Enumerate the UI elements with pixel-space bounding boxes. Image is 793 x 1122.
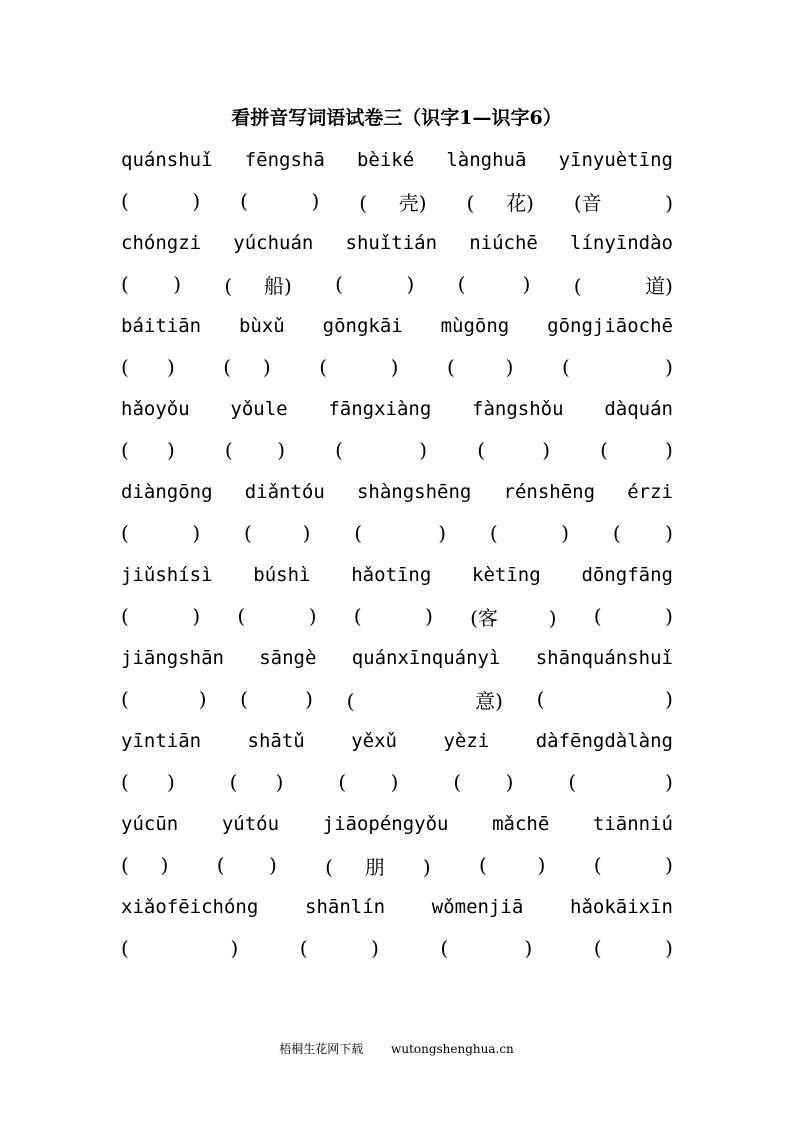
- pinyin-word: sāngè: [259, 647, 317, 669]
- pinyin-word: shàngshēng: [356, 481, 472, 503]
- answer-blank[interactable]: ( ): [536, 687, 673, 711]
- pinyin-word: jiāopéngyǒu: [322, 813, 449, 835]
- pinyin-word: mǎchē: [492, 813, 550, 835]
- answer-row: [121, 352, 673, 382]
- answer-blank[interactable]: ( ): [612, 521, 673, 545]
- answer-blank[interactable]: ( ): [477, 438, 551, 462]
- pinyin-word: yèzi: [443, 730, 490, 752]
- pinyin-word: érzi: [627, 481, 673, 503]
- pinyin-word: fēngshā: [244, 149, 325, 171]
- pinyin-word: fāngxiàng: [328, 398, 432, 420]
- pinyin-word: báitiān: [121, 315, 202, 337]
- answer-blank[interactable]: ( ): [299, 936, 379, 960]
- answer-row: [121, 684, 673, 714]
- pinyin-word: yúcūn: [121, 813, 179, 835]
- answer-blank[interactable]: (客 ): [470, 605, 557, 630]
- pinyin-word: wǒmenjiā: [431, 896, 524, 918]
- answer-blank[interactable]: ( ): [240, 189, 320, 213]
- pinyin-word: diàngōng: [121, 481, 213, 503]
- answer-blank[interactable]: ( ): [446, 355, 514, 379]
- answer-blank[interactable]: ( 意): [346, 688, 503, 713]
- pinyin-word: fàngshǒu: [472, 398, 564, 420]
- pinyin-word: yīntiān: [121, 730, 202, 752]
- pinyin-row: [121, 809, 673, 839]
- pinyin-row: [121, 228, 673, 258]
- answer-blank[interactable]: ( ): [338, 770, 399, 794]
- pinyin-row: [121, 726, 673, 756]
- answer-blank[interactable]: ( ): [353, 604, 433, 628]
- answer-blank[interactable]: ( ): [593, 604, 673, 628]
- answer-blank[interactable]: ( ): [229, 770, 284, 794]
- answer-blank[interactable]: ( ): [121, 853, 169, 877]
- pinyin-word: shānquánshuǐ: [535, 647, 673, 669]
- answer-row: [121, 850, 673, 880]
- answer-blank[interactable]: ( ): [335, 438, 428, 462]
- answer-row: [121, 269, 673, 299]
- pinyin-word: hǎotīng: [351, 564, 432, 586]
- answer-blank[interactable]: ( ): [457, 272, 531, 296]
- pinyin-word: mùgōng: [440, 315, 510, 337]
- pinyin-word: jiǔshísì: [121, 564, 213, 586]
- answer-blank[interactable]: ( ): [243, 521, 311, 545]
- pinyin-word: hǎoyǒu: [121, 398, 190, 420]
- answer-blank[interactable]: ( ): [600, 438, 673, 462]
- pinyin-word: shuǐtián: [345, 232, 438, 254]
- pinyin-row: [121, 643, 673, 673]
- answer-blank[interactable]: ( ): [489, 521, 570, 545]
- answer-blank[interactable]: ( ): [479, 853, 546, 877]
- answer-blank[interactable]: ( ): [568, 770, 673, 794]
- answer-blank[interactable]: ( ): [121, 936, 239, 960]
- answer-row: [121, 601, 673, 631]
- pinyin-word: bùxǔ: [238, 315, 285, 337]
- pinyin-word: yěxǔ: [351, 730, 397, 752]
- answer-blank[interactable]: ( ): [216, 853, 277, 877]
- pinyin-word: hǎokāixīn: [570, 896, 673, 918]
- answer-blank[interactable]: ( 朋 ): [325, 854, 431, 879]
- pinyin-word: lànghuā: [446, 149, 527, 171]
- answer-blank[interactable]: ( ): [593, 853, 673, 877]
- pinyin-word: dōngfāng: [581, 564, 673, 586]
- pinyin-word: yúchuán: [233, 232, 314, 254]
- pinyin-row: [121, 477, 673, 507]
- answer-blank[interactable]: ( ): [354, 521, 447, 545]
- answer-row: [121, 518, 673, 548]
- answer-row: [121, 435, 673, 465]
- pinyin-word: dàquán: [604, 398, 673, 420]
- answer-row: [121, 767, 673, 797]
- pinyin-word: dàfēngdàlàng: [535, 730, 673, 752]
- pinyin-word: gōngkāi: [322, 315, 403, 337]
- pinyin-word: yǒule: [230, 398, 288, 420]
- footer: [0, 1040, 793, 1057]
- answer-blank[interactable]: ( ): [224, 438, 285, 462]
- answer-blank[interactable]: ( 船): [224, 273, 292, 298]
- answer-row: [121, 933, 673, 963]
- answer-row: [121, 186, 673, 216]
- pinyin-word: jiāngshān: [121, 647, 224, 669]
- answer-blank[interactable]: ( ): [121, 355, 175, 379]
- pinyin-row: [121, 311, 673, 341]
- answer-blank[interactable]: ( ): [223, 355, 271, 379]
- pinyin-word: niúchē: [469, 232, 538, 254]
- pinyin-row: [121, 145, 673, 175]
- answer-blank[interactable]: ( ): [562, 355, 673, 379]
- pinyin-word: yútóu: [221, 813, 280, 835]
- footer-site-url: wutongshenghua.cn: [391, 1042, 514, 1056]
- answer-blank[interactable]: ( ): [453, 770, 514, 794]
- pinyin-word: diǎntóu: [244, 481, 325, 503]
- answer-blank[interactable]: ( ): [121, 189, 201, 213]
- pinyin-word: tiānniú: [592, 813, 673, 835]
- answer-blank[interactable]: ( ): [121, 272, 182, 296]
- answer-blank[interactable]: ( ): [121, 521, 201, 545]
- pinyin-word: bèiké: [356, 149, 415, 171]
- pinyin-word: chóngzi: [121, 232, 202, 254]
- pinyin-row: [121, 892, 673, 922]
- pinyin-word: shātǔ: [247, 730, 305, 752]
- answer-blank[interactable]: ( ): [121, 604, 201, 628]
- answer-blank[interactable]: ( ): [121, 770, 175, 794]
- footer-site-name: 梧桐生花网下载: [279, 1042, 364, 1056]
- pinyin-word: shānlín: [305, 896, 386, 918]
- pinyin-word: quánxīnquányì: [351, 647, 501, 669]
- answer-blank[interactable]: ( ): [237, 604, 317, 628]
- answer-blank[interactable]: ( ): [121, 438, 175, 462]
- pinyin-word: búshì: [253, 564, 311, 586]
- pinyin-word: rénshēng: [503, 481, 596, 503]
- pinyin-word: línyīndào: [570, 232, 673, 254]
- pinyin-row: [121, 560, 673, 590]
- answer-blank[interactable]: ( ): [319, 355, 399, 379]
- pinyin-word: kètīng: [472, 564, 541, 586]
- answer-blank[interactable]: ( 壳): [359, 190, 427, 215]
- answer-blank[interactable]: ( ): [440, 936, 533, 960]
- pinyin-word: yīnyuètīng: [558, 149, 673, 171]
- pinyin-word: quánshuǐ: [121, 149, 213, 171]
- answer-blank[interactable]: ( ): [121, 687, 207, 711]
- answer-blank[interactable]: ( ): [593, 936, 673, 960]
- pinyin-word: gōngjiāochē: [547, 315, 673, 337]
- answer-blank[interactable]: ( ): [335, 272, 415, 296]
- answer-blank[interactable]: ( 花): [466, 190, 534, 215]
- page-title: 看拼音写词语试卷三（识字1—识字6）: [231, 107, 562, 129]
- pinyin-word: xiǎofēichóng: [121, 896, 259, 918]
- pinyin-row: [121, 394, 673, 424]
- answer-blank[interactable]: (音 ): [573, 190, 673, 215]
- answer-blank[interactable]: ( ): [240, 687, 313, 711]
- answer-blank[interactable]: ( 道): [573, 273, 673, 298]
